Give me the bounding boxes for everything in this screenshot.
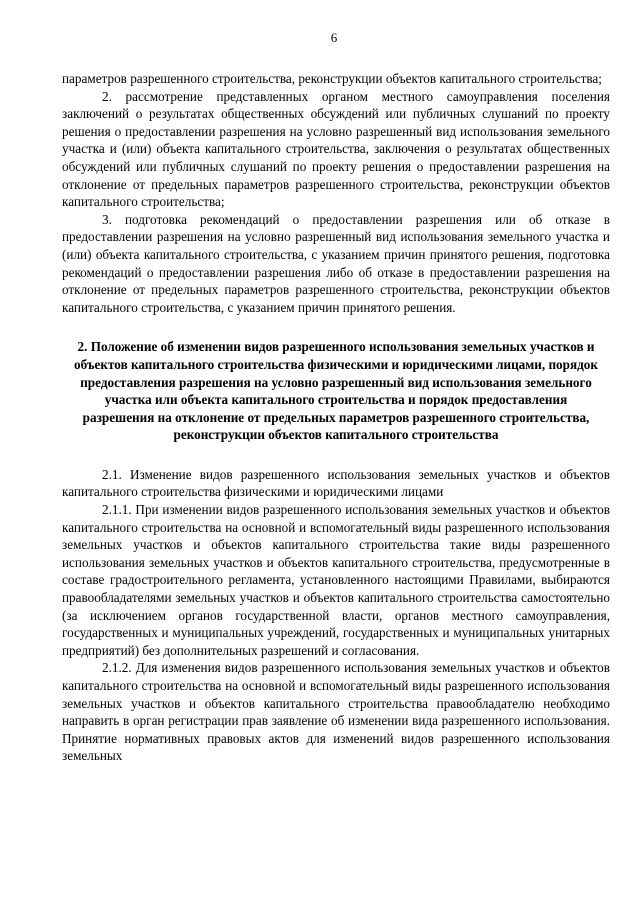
paragraph-2-1-2: 2.1.2. Для изменения видов разрешенного использования земельных участков и объектов капитального строительства на основной и вспомогательный виды разрешенного использования земельных участков и объектов капитального строительства правообладателю необходимо направить в орган регистрации прав заявление об изменении вида разрешенного использования. Принятие нормативных правовых актов для изменений видов разрешенного использования земельных xyxy=(62,660,610,764)
paragraph-item-2: 2. рассмотрение представленных органом местного самоуправления поселения заключений о результатах общественных обсуждений или публичных слушаний по проекту решения о предоставлении разрешения на условно разрешенный вид использования земельного участка и (или) объекта капитального строительства, заключения о результатах общественных обсуждений или публичных слушаний по проекту решения о предоставлении разрешения на отклонение от предельных параметров разрешенного строительства, реконструкции объектов капитального строительства; xyxy=(62,88,610,210)
paragraph-continuation: параметров разрешенного строительства, реконструкции объектов капитального строительства; xyxy=(62,71,602,86)
paragraph-2-1-1: 2.1.1. При изменении видов разрешенного использования земельных участков и объектов капитального строительства на основной и вспомогательный виды разрешенного использования земельных участков и объектов капитального строительства такие виды разрешенного использования земельных участков и объектов капитального строительства, предусмотренные в составе градостроительного регламента, установленного настоящими Правилами, выбираются правообладателями земельных участков и объектов капитального строительства самостоятельно (за исключением органов государственной власти, органов местного самоуправления, государственных и муниципальных учреждений, государственных и муниципальных унитарных предприятий) без дополнительных разрешений и согласования. xyxy=(62,502,610,658)
paragraph-2-1: 2.1. Изменение видов разрешенного использования земельных участков и объектов капитального строительства физическими и юридическими лицами xyxy=(62,466,610,500)
paragraph-item-3: 3. подготовка рекомендаций о предоставлении разрешения или об отказе в предоставлении разрешения на условно разрешенный вид использования земельного участка и (или) объекта капитального строительства, с указанием причин принятого решения, подготовка рекомендаций о предоставлении разрешения либо об отказе в предоставлении разрешения на отклонение от предельных параметров разрешенного строительства, реконструкции объектов капитального строительства, с указанием причин принятого решения. xyxy=(62,211,610,315)
page-number: 6 xyxy=(330,30,338,45)
section-heading: 2. Положение об изменении видов разрешенного использования земельных участков и объектов капитального строительства физическими и юридическими лицами, порядок предоставления разрешения на условно разрешенный вид использования земельного участка или объекта капитального строительства и порядок предоставления разрешения на отклонение от предельных параметров разрешенного строительства, реконструкции объектов капитального строительства xyxy=(74,339,598,443)
